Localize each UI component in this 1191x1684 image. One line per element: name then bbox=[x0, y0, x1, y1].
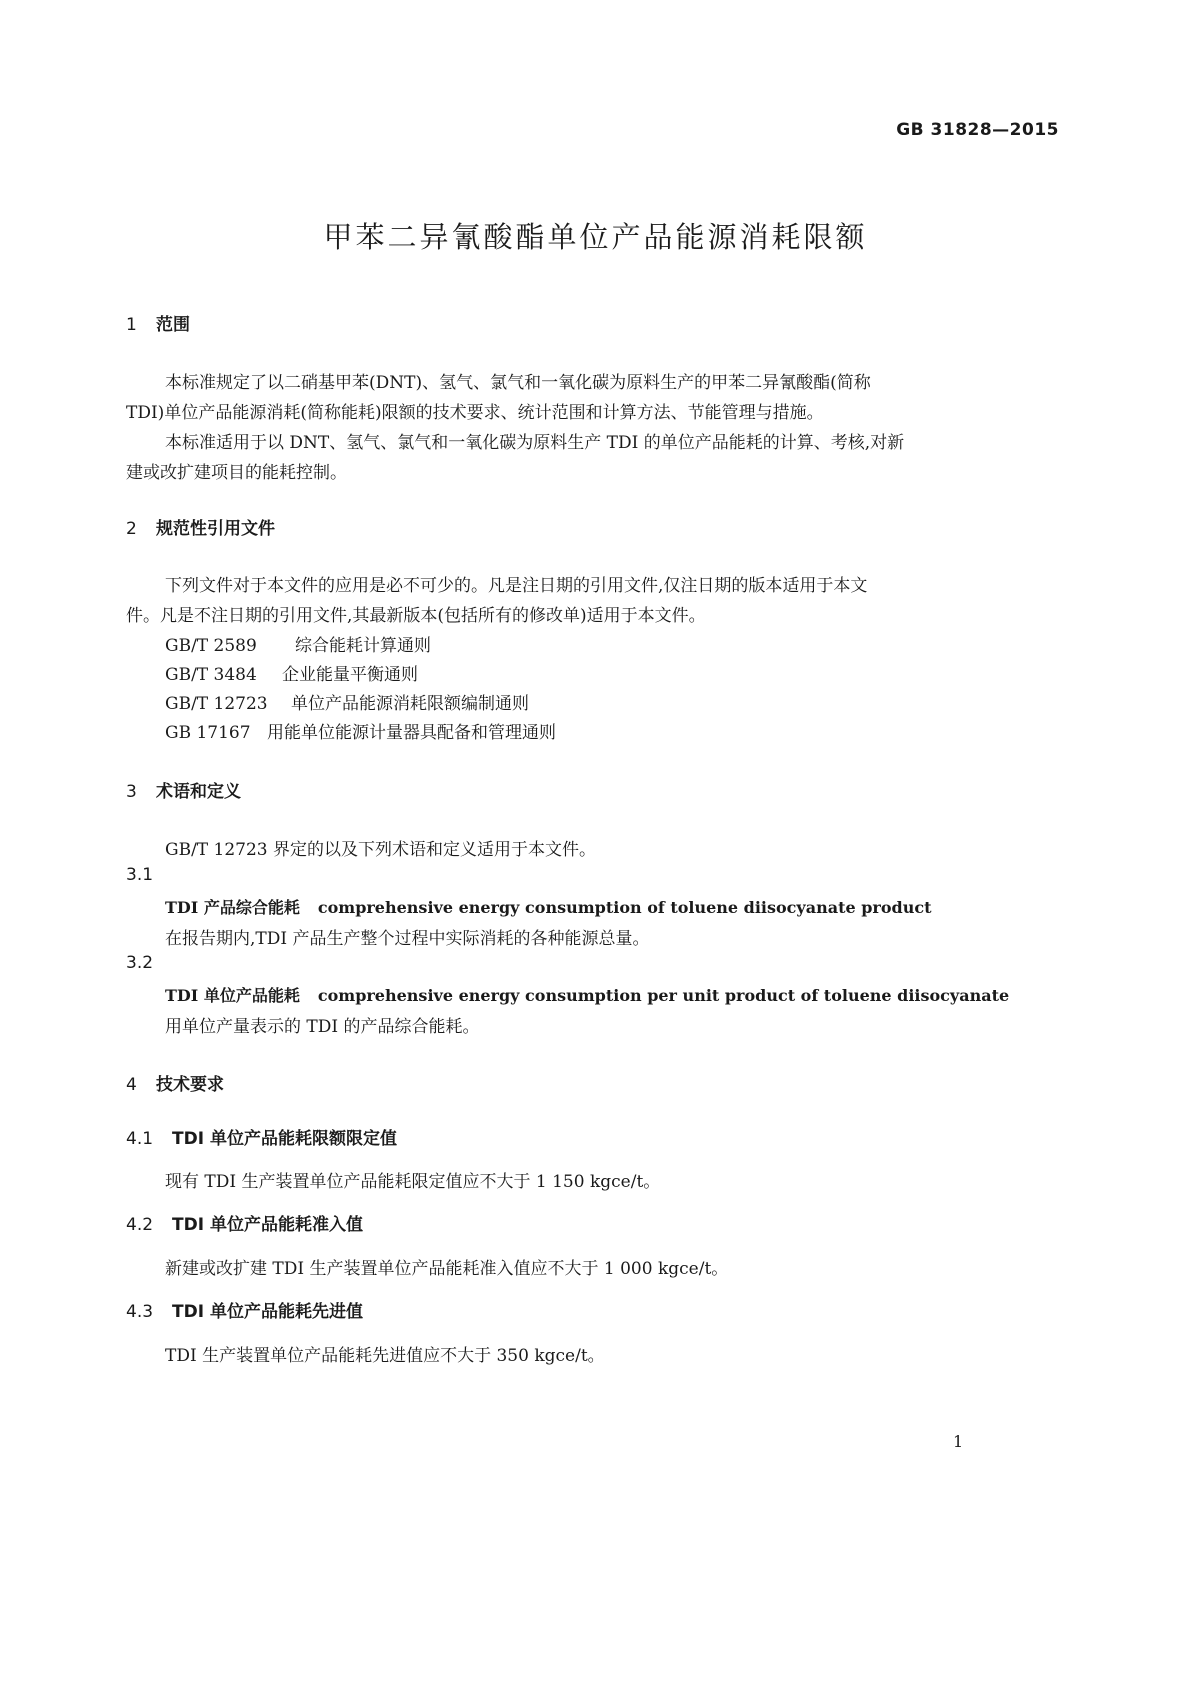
reference-code: GB/T 2589 bbox=[165, 636, 257, 656]
section-title: 范围 bbox=[156, 315, 190, 335]
subsection-4-3-heading bbox=[126, 1297, 363, 1322]
section-title: 技术要求 bbox=[156, 1075, 224, 1095]
term-definition: 在报告期内,TDI 产品生产整个过程中实际消耗的各种能源总量。 bbox=[165, 929, 650, 949]
subsection-number: 4.1 bbox=[126, 1129, 154, 1149]
subsection-4-2-text: 新建或改扩建 TDI 生产装置单位产品能耗准入值应不大于 1 000 kgce/t。 bbox=[165, 1259, 729, 1279]
section-number: 1 bbox=[126, 315, 137, 335]
term-definition: 用单位产量表示的 TDI 的产品综合能耗。 bbox=[165, 1017, 480, 1037]
section-1-heading bbox=[126, 310, 190, 335]
reference-title: 综合能耗计算通则 bbox=[295, 636, 431, 656]
subsection-title: TDI 单位产品能耗限额限定值 bbox=[172, 1129, 397, 1149]
reference-item bbox=[165, 689, 529, 714]
term-zh: TDI 产品综合能耗 bbox=[165, 898, 300, 917]
section-number: 3 bbox=[126, 782, 137, 802]
subsection-4-1-heading bbox=[126, 1124, 397, 1149]
section-number: 2 bbox=[126, 519, 137, 539]
term-number: 3.2 bbox=[126, 953, 154, 973]
reference-code: GB/T 3484 bbox=[165, 665, 257, 685]
section-2-para-line-2: 件。凡是不注日期的引用文件,其最新版本(包括所有的修改单)适用于本文件。 bbox=[126, 606, 706, 626]
reference-title: 用能单位能源计量器具配备和管理通则 bbox=[267, 723, 556, 743]
term-entry bbox=[165, 895, 931, 918]
section-1-para-1-line-1: 本标准规定了以二硝基甲苯(DNT)、氢气、氯气和一氧化碳为原料生产的甲苯二异氰酸酯(简称 bbox=[165, 373, 871, 393]
section-4-heading bbox=[126, 1070, 224, 1095]
section-1-para-2-line-1: 本标准适用于以 DNT、氢气、氯气和一氧化碳为原料生产 TDI 的单位产品能耗的计算、考核,对新 bbox=[165, 433, 905, 453]
reference-code: GB/T 12723 bbox=[165, 694, 268, 714]
subsection-number: 4.3 bbox=[126, 1302, 154, 1322]
reference-title: 单位产品能源消耗限额编制通则 bbox=[291, 694, 529, 714]
term-entry bbox=[165, 983, 1009, 1006]
subsection-4-3-text: TDI 生产装置单位产品能耗先进值应不大于 350 kgce/t。 bbox=[165, 1346, 605, 1366]
subsection-title: TDI 单位产品能耗先进值 bbox=[172, 1302, 363, 1322]
subsection-4-2-heading bbox=[126, 1210, 363, 1235]
section-2-heading bbox=[126, 514, 275, 539]
section-title: 术语和定义 bbox=[156, 782, 241, 802]
subsection-number: 4.2 bbox=[126, 1215, 154, 1235]
section-3-intro: GB/T 12723 界定的以及下列术语和定义适用于本文件。 bbox=[165, 840, 597, 860]
reference-code: GB 17167 bbox=[165, 723, 251, 743]
term-en: comprehensive energy consumption per unit product of toluene diisocyanate bbox=[317, 986, 1010, 1005]
section-number: 4 bbox=[126, 1075, 137, 1095]
term-zh: TDI 单位产品能耗 bbox=[165, 986, 300, 1005]
subsection-title: TDI 单位产品能耗准入值 bbox=[172, 1215, 363, 1235]
page-number: 1 bbox=[953, 1432, 964, 1451]
subsection-4-1-text: 现有 TDI 生产装置单位产品能耗限定值应不大于 1 150 kgce/t。 bbox=[165, 1172, 661, 1192]
document-title: 甲苯二异氰酸酯单位产品能源消耗限额 bbox=[323, 220, 868, 254]
reference-item bbox=[165, 660, 418, 685]
reference-item bbox=[165, 631, 431, 656]
section-title: 规范性引用文件 bbox=[156, 519, 275, 539]
section-2-para-line-1: 下列文件对于本文件的应用是必不可少的。凡是注日期的引用文件,仅注日期的版本适用于本文 bbox=[165, 576, 868, 596]
reference-item bbox=[165, 718, 556, 743]
section-1-para-1-line-2: TDI)单位产品能源消耗(简称能耗)限额的技术要求、统计范围和计算方法、节能管理与措施。 bbox=[126, 403, 824, 423]
section-3-heading bbox=[126, 777, 241, 802]
standard-code: GB 31828—2015 bbox=[896, 120, 1059, 140]
term-number: 3.1 bbox=[126, 865, 154, 885]
term-en: comprehensive energy consumption of toluene diisocyanate product bbox=[317, 898, 932, 917]
section-1-para-2-line-2: 建或改扩建项目的能耗控制。 bbox=[126, 463, 347, 483]
reference-title: 企业能量平衡通则 bbox=[282, 665, 418, 685]
